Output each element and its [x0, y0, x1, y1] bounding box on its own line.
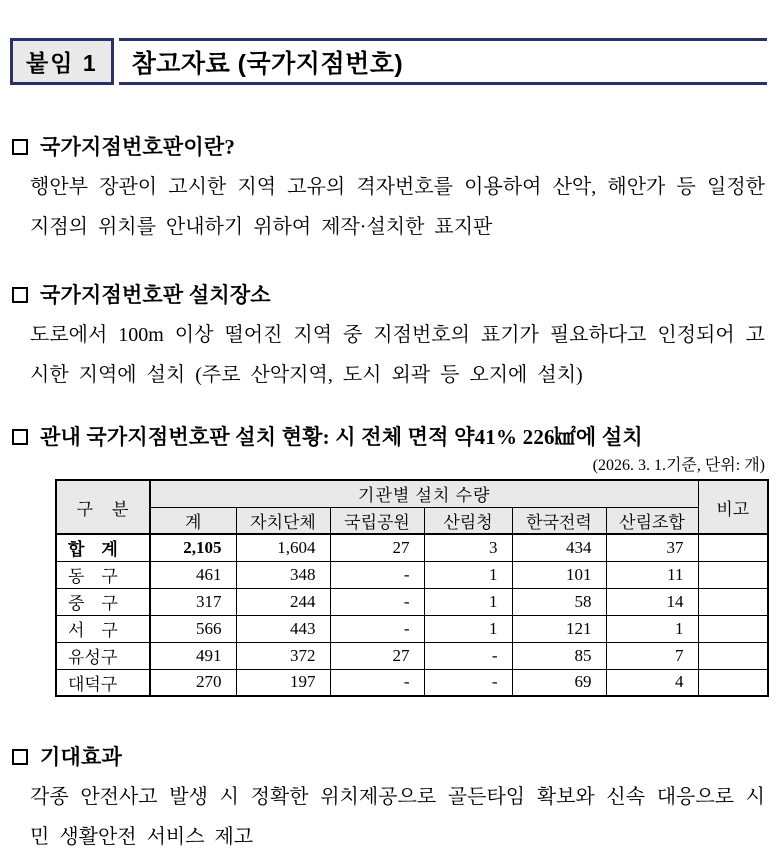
- cell-value: 372: [236, 642, 330, 669]
- cell-value: 443: [236, 615, 330, 642]
- column-header-forest-service: 산림청: [424, 507, 512, 534]
- cell-value: 197: [236, 669, 330, 696]
- square-bullet-icon: [12, 287, 28, 303]
- installation-count-table: [55, 479, 769, 697]
- row-label: 대덕구: [56, 669, 150, 696]
- section-heading: [10, 133, 767, 161]
- column-header-kepco: 한국전력: [512, 507, 606, 534]
- cell-remarks: [698, 615, 768, 642]
- cell-value: 37: [606, 534, 698, 561]
- table-row-seogu: [56, 615, 768, 642]
- cell-value: 4: [606, 669, 698, 696]
- cell-remarks: [698, 588, 768, 615]
- table-basis-note: (2026. 3. 1.기준, 단위: 개): [592, 457, 765, 474]
- section-location: [10, 281, 767, 395]
- doc-title-block: [119, 38, 767, 85]
- cell-value: 317: [150, 588, 236, 615]
- column-header-local-gov: 자치단체: [236, 507, 330, 534]
- cell-value: 69: [512, 669, 606, 696]
- table-header-row-1: [56, 480, 768, 507]
- column-header-total: 계: [150, 507, 236, 534]
- section-status: [10, 423, 767, 697]
- cell-remarks: [698, 669, 768, 696]
- cell-value: 27: [330, 534, 424, 561]
- square-bullet-icon: [12, 139, 28, 155]
- cell-value: 566: [150, 615, 236, 642]
- section-heading: [10, 423, 767, 451]
- table-row-donggu: [56, 561, 768, 588]
- cell-value: 244: [236, 588, 330, 615]
- row-label: 중 구: [56, 588, 150, 615]
- cell-value: 1: [424, 588, 512, 615]
- row-label: 동 구: [56, 561, 150, 588]
- cell-value: 1,604: [236, 534, 330, 561]
- cell-value: 348: [236, 561, 330, 588]
- cell-value: 491: [150, 642, 236, 669]
- doc-header: [10, 38, 767, 85]
- cell-value: 85: [512, 642, 606, 669]
- cell-value: 7: [606, 642, 698, 669]
- cell-remarks: [698, 534, 768, 561]
- section-heading-text: 국가지점번호판 설치장소: [40, 283, 271, 307]
- cell-value: 270: [150, 669, 236, 696]
- cell-remarks: [698, 642, 768, 669]
- cell-remarks: [698, 561, 768, 588]
- cell-value: -: [330, 615, 424, 642]
- cell-value: 27: [330, 642, 424, 669]
- section-body-text: 도로에서 100m 이상 떨어진 지역 중 지점번호의 표기가 필요하다고 인정되어 고시한 지역에 설치 (주로 산악지역, 도시 외곽 등 오지에 설치): [30, 324, 765, 386]
- column-header-national-park: 국립공원: [330, 507, 424, 534]
- cell-value: 3: [424, 534, 512, 561]
- cell-value: 11: [606, 561, 698, 588]
- cell-value: 101: [512, 561, 606, 588]
- section-heading-text: 기대효과: [40, 745, 122, 769]
- cell-value: -: [424, 642, 512, 669]
- section-heading-text: 관내 국가지점번호판 설치 현황: 시 전체 면적 약41% 226㎢에 설치: [40, 425, 643, 449]
- table-row-total: [56, 534, 768, 561]
- row-label: 서 구: [56, 615, 150, 642]
- section-heading-text: 국가지점번호판이란?: [40, 135, 236, 159]
- attachment-badge: 붙임 1: [10, 38, 114, 85]
- table-row-junggu: [56, 588, 768, 615]
- square-bullet-icon: [12, 429, 28, 445]
- table-header-row-2: [56, 507, 768, 534]
- cell-value: -: [330, 669, 424, 696]
- cell-value: 121: [512, 615, 606, 642]
- cell-value: -: [424, 669, 512, 696]
- section-heading: [10, 281, 767, 309]
- doc-title: 참고자료 (국가지점번호): [131, 49, 404, 78]
- section-body-text: 행안부 장관이 고시한 지역 고유의 격자번호를 이용하여 산악, 해안가 등 일정한 지점의 위치를 안내하기 위하여 제작·설치한 표지판: [30, 176, 765, 238]
- cell-value: -: [330, 588, 424, 615]
- cell-value: 434: [512, 534, 606, 561]
- cell-value: 1: [606, 615, 698, 642]
- cell-value: 2,105: [150, 534, 236, 561]
- column-header-remarks: 비고: [698, 480, 768, 534]
- column-group-header: 기관별 설치 수량: [150, 480, 698, 507]
- section-heading: [10, 743, 767, 771]
- section-definition: [10, 133, 767, 247]
- section-body-text: 각종 안전사고 발생 시 정확한 위치제공으로 골든타임 확보와 신속 대응으로 시민 생활안전 서비스 제고: [30, 786, 765, 848]
- square-bullet-icon: [12, 749, 28, 765]
- cell-value: 461: [150, 561, 236, 588]
- cell-value: 1: [424, 561, 512, 588]
- table-row-yuseonggu: [56, 642, 768, 669]
- row-label: 합 계: [56, 534, 150, 561]
- cell-value: -: [330, 561, 424, 588]
- table-row-daedeokgu: [56, 669, 768, 696]
- section-expected-effect: [10, 743, 767, 857]
- cell-value: 1: [424, 615, 512, 642]
- cell-value: 58: [512, 588, 606, 615]
- row-label: 유성구: [56, 642, 150, 669]
- cell-value: 14: [606, 588, 698, 615]
- column-header-forestry-coop: 산림조합: [606, 507, 698, 534]
- column-header-division: 구 분: [56, 480, 150, 534]
